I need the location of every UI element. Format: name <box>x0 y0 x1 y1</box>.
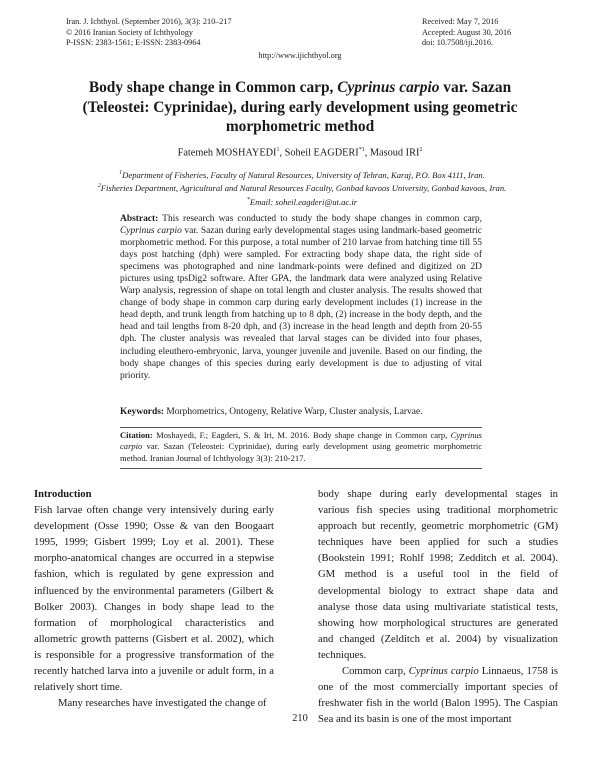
body-text: Linnaeus, 1758 is one of the most commercially important species of freshwater fish in the world (Balon 1995). The Caspian Sea and its basin is one of the most important <box>318 666 559 726</box>
abstract-species: Cyprinus carpio <box>120 226 182 237</box>
abstract-text: This research was conducted to study the body shape changes in common carp, <box>158 214 482 224</box>
journal-header-left <box>66 17 232 49</box>
page-number: 210 <box>292 713 308 724</box>
body-column-right <box>318 487 558 728</box>
doi-line: doi: 10.7508/iji.2016. <box>422 38 493 48</box>
corresponding-email <box>52 195 552 208</box>
keywords <box>120 407 482 417</box>
author-separator: , <box>364 147 370 159</box>
citation-species: Cyprinus carpio <box>120 430 482 452</box>
citation-top-rule <box>120 427 482 428</box>
author-affil-mark: 1 <box>276 147 280 153</box>
email-text[interactable]: Email: soheil.eagderi@ut.ac.ir <box>249 196 358 207</box>
title-part: Body shape change in Common carp, <box>88 79 338 96</box>
abstract-text: var. Sazan during early developmental stages using landmark-based geometric morphometric method. For this purpose, a total number of 210 larvae from hatching time till 55 days post hatching (dph) were sampled. For extracting body shape data, the right side of specimens was photographed and nine landmark-points were defined and digitized on 2D pictures using tpsDig2 software. After GPA, the landmark data were analyzed using Relative Warp analysis, regression of shape on total length and cluster analysis. The results showed that change of body shape in common carp during early development includes (1) increase in the head depth, and trunk length from hatching up to 8 dph, (2) increase in the body depth, and the head and tail lengths from 8-20 dph, and (3) increase in the head length and depth from 20-55 dph. The cluster analysis was revealed that larval stages can be divided into four phases, including eleuthero-embryonic, larva, younger juvenile and juvenile. Based on our finding, the body shape changes of this species during early development is due to adjusting of vital priority. <box>120 226 482 381</box>
journal-url[interactable]: http://www.ijichthyol.org <box>258 51 342 60</box>
author-list <box>0 147 600 158</box>
affiliation-2 <box>52 181 552 194</box>
title-line-2: (Teleostei: Cyprinidae), during early development using geometric <box>82 98 518 116</box>
abstract-label: Abstract: <box>120 214 159 224</box>
section-heading-introduction: Introduction <box>34 489 92 500</box>
body-paragraph: Fish larvae often change very intensively during early development (Osse 1990; Osse & van den Boogaart 1995, 1999; Gisbert 1999; Loy et al. 2001). These morpho-anatomical changes are occurred in a stepwise fashion, which is regulated by gene expression and influenced by the environmental parameters (Gilbert & Bolker 2003). Changes in body shape lead to the formation of morphological characteristics and allometric growth patterns (Gisbert et al. 2002), which is responsible for a progressive transformation of the recently hatched larva into a juvenile or adult form, in a relatively short time. <box>34 505 274 694</box>
affil-mark: * <box>246 196 250 203</box>
citation-text: Moshayedi, F.; Eagderi, S. & Iri, M. 2016. Body shape change in Common carp, <box>152 430 451 440</box>
affil-text: Department of Fisheries, Faculty of Natural Resources, University of Tehran, Karaj, P.O. Box 4111, Iran. <box>122 169 485 180</box>
affil-mark: 1 <box>119 170 123 176</box>
author-affil-mark: 2 <box>419 147 423 153</box>
received-date: Received: May 7, 2016 <box>422 17 499 26</box>
accepted-date: Accepted: August 30, 2016 <box>422 27 512 37</box>
copyright-line: © 2016 Iranian Society of Ichthyology <box>66 27 193 37</box>
citation-label: Citation: <box>120 430 153 440</box>
affil-mark: 2 <box>97 183 101 190</box>
author-affil-mark: *1 <box>358 147 365 153</box>
journal-header-right <box>422 17 511 49</box>
title-part: var. Sazan <box>439 79 512 96</box>
author-name: Masoud IRI <box>369 147 420 159</box>
paper-title <box>60 78 540 137</box>
title-line-3: morphometric method <box>225 118 375 135</box>
citation-text: var. Sazan (Teleostei: Cyprinidae), during early development using geometric morphometric method. Iranian Journal of Ichthyology 3(3): 210-217. <box>120 441 482 463</box>
affiliations <box>52 168 552 208</box>
body-species: Cyprinus carpio <box>408 666 479 678</box>
body-text: Common carp, <box>342 666 409 678</box>
abstract <box>120 213 482 382</box>
citation-bottom-rule <box>120 468 482 469</box>
body-column-left <box>34 487 274 712</box>
title-species: Cyprinus carpio <box>337 79 440 96</box>
keywords-text: Morphometrics, Ontogeny, Relative Warp, Cluster analysis, Larvae. <box>164 407 423 417</box>
affiliation-1 <box>52 168 552 181</box>
author-name: Soheil EAGDERI <box>284 147 359 159</box>
author-name: Fatemeh MOSHAYEDI <box>177 147 277 159</box>
body-paragraph: body shape during early developmental stages in various fish species using traditional morphometric approach but recently, geometric morphometric (GM) techniques have been applied for such a studies (Bookstein 1991; Rohlf 1998; Zedditch et al. 2004). GM method is a useful tool in the field of developmental biology to extract shape data and analyse those data using multivariate statistical tests, showing how morphological structures are generated and changed (Zelditch et al. 2004) by visualization techniques. <box>318 489 558 661</box>
issn-line: P-ISSN: 2383-1561; E-ISSN: 2383-0964 <box>66 38 201 48</box>
affil-text: Fisheries Department, Agricultural and Natural Resources Faculty, Gonbad kavoos University, Gonbad kavoos, Iran. <box>100 183 507 194</box>
author-separator: , <box>279 147 285 159</box>
body-paragraph: Many researches have investigated the change of <box>58 698 267 710</box>
citation <box>120 430 482 464</box>
journal-citation-line: Iran. J. Ichthyol. (September 2016), 3(3): 210–217 <box>66 17 232 26</box>
keywords-label: Keywords: <box>120 407 165 417</box>
